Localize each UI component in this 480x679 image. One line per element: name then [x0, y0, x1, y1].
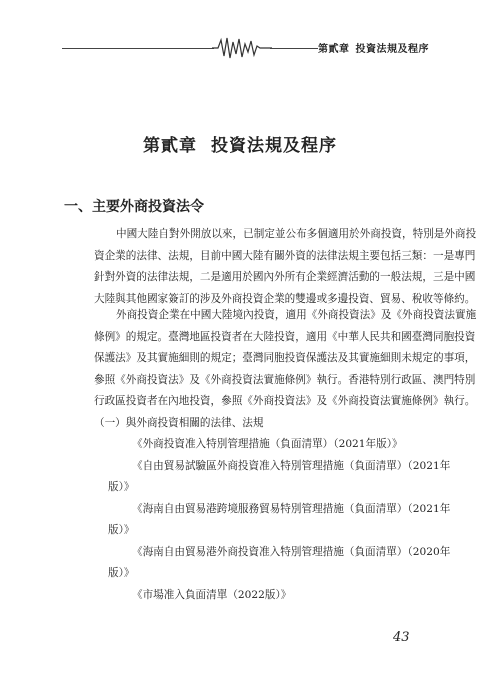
paragraph-line: 資企業的法律、法規，目前中國大陸有關外資的法律法規主要包括三類：一是專門: [94, 249, 476, 262]
chapter-title: [0, 131, 480, 156]
paragraph-1: [94, 224, 477, 310]
law-item: 《海南自由貿易港跨境服務貿易特別管理措施（負面清單）（2021年: [132, 502, 451, 515]
chapter-name: 投資法規及程序: [211, 136, 337, 156]
paragraph-line: 條例》的規定。臺灣地區投資者在大陸投資，適用《中華人民共和國臺灣同胞投資: [94, 330, 476, 343]
law-item: 《外商投資准入特別管理措施（負面清單）（2021年版）》: [132, 438, 403, 450]
running-header: [0, 0, 480, 70]
header-chapter: 第貳章: [318, 44, 350, 55]
subsection-heading: （一）與外商投資相關的法律、法規: [94, 417, 264, 429]
paragraph-line: 針對外資的法律法規，二是適用於國內外所有企業經濟活動的一般法規，三是中國: [94, 271, 476, 283]
law-list: [94, 434, 451, 606]
page-number: 43: [393, 630, 410, 645]
law-item: 《自由貿易試驗區外商投資准入特別管理措施（負面清單）（2021年: [132, 459, 451, 472]
paragraph-line: 保護法》及其實施細則的規定；臺灣同胞投資保護法及其實施細則未規定的事項，: [94, 352, 476, 364]
law-item-continuation: 版）》: [108, 524, 135, 536]
header-rule-right: [270, 48, 318, 49]
law-item: 《市場准入負面清單（2022版）》: [132, 588, 292, 601]
law-item: 《海南自由貿易港外商投資准入特別管理措施（負面清單）（2020年: [132, 545, 451, 558]
heartbeat-wave-icon: [212, 36, 272, 60]
header-title: 投資法規及程序: [355, 44, 429, 55]
chapter-number: 第貳章: [143, 136, 197, 156]
section-heading: 一、主要外商投資法令: [64, 199, 204, 215]
paragraph-line: 參照《外商投資法》及《外商投資法實施條例》執行。香港特別行政區、澳門特別: [94, 373, 476, 386]
header-rule-left: [62, 48, 214, 49]
paragraph-line: 中國大陸自對外開放以來，已制定並公布多個適用於外商投資，特別是外商投: [116, 228, 477, 240]
running-header-title: [318, 40, 435, 55]
paragraph-line: 大陸與其他國家簽訂的涉及外商投資企業的雙邊或多邊投資、貿易、稅收等條約。: [94, 292, 476, 305]
law-item-continuation: 版）》: [108, 481, 135, 493]
paragraph-2: [94, 305, 477, 413]
paragraph-line: 外商投資企業在中國大陸境內投資，適用《外商投資法》及《外商投資法實施: [116, 309, 477, 321]
paragraph-line: 行政區投資者在內地投資，參照《外商投資法》及《外商投資法實施條例》執行。: [94, 395, 476, 407]
law-item-continuation: 版）》: [108, 567, 135, 579]
